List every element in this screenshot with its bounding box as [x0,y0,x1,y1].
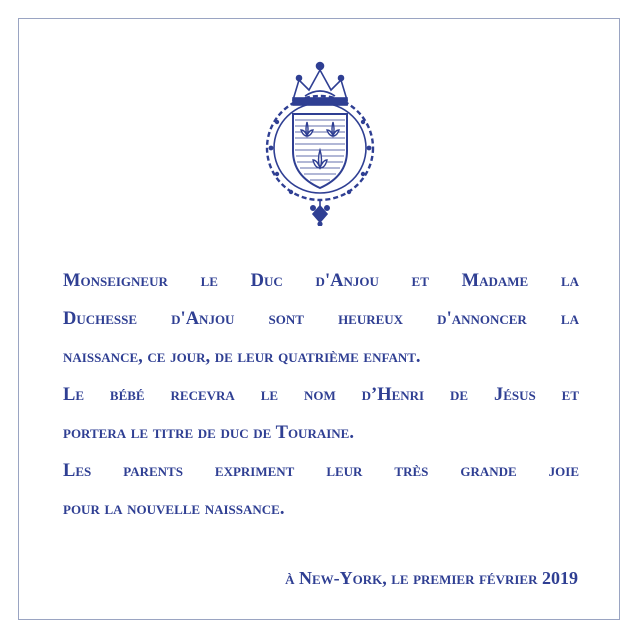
announcement-line: Le bébé recevra le nom d’Henri de Jésus et [63,385,579,405]
announcement-line: Duchesse d'Anjou sont heureux d'annoncer la [63,309,579,329]
place-date-signature: à New-York, le premier février 2019 [285,568,578,588]
announcement-line: Les parents expriment leur très grande joie [63,461,579,481]
coat-of-arms-icon [255,56,385,226]
announcement-text [63,262,579,528]
announcement-line: Monseigneur le Duc d'Anjou et Madame la [63,271,579,291]
announcement-line: naissance, ce jour, de leur quatrième enfant. [63,347,421,367]
announcement-line: pour la nouvelle naissance. [63,499,285,519]
announcement-line: portera le titre de duc de Touraine. [63,423,354,443]
